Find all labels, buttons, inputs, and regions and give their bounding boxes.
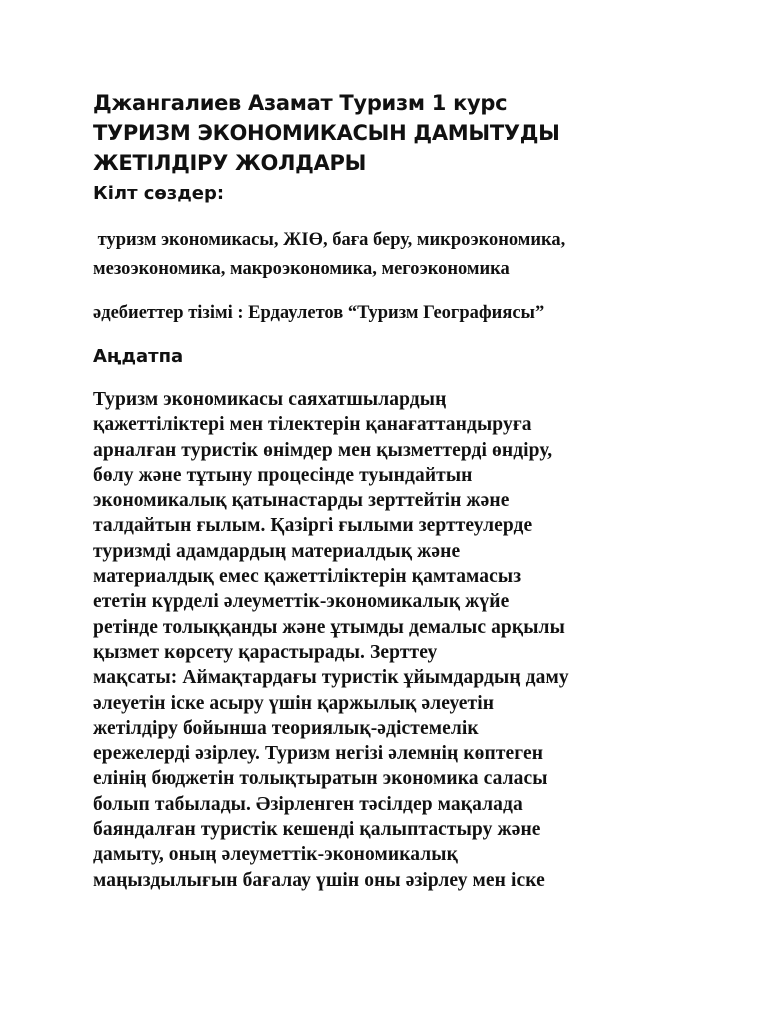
abstract-line: Туризм экономикасы саяхатшылардың: [93, 389, 447, 410]
abstract-line: ережелерді әзірлеу. Туризм негізі әлемнің көптеген: [93, 743, 544, 765]
abstract-line: қызмет көрсету қарастырады. Зерттеу: [93, 641, 438, 663]
abstract-line: экономикалық қатынастарды зерттейтін және: [93, 490, 510, 512]
abstract-line: болып табылады. Әзірленген тәсілдер мақалада: [93, 793, 523, 815]
document-title: [93, 118, 693, 178]
abstract-line: арналған туристік өнімдер мен қызметтерді өндіру,: [93, 439, 553, 461]
author-line: Джангалиев Азамат Туризм 1 курс: [93, 91, 508, 115]
abstract-line: қажеттіліктері мен тілектерін қанағаттандыруға: [93, 414, 532, 436]
abstract-label: Аңдатпа: [93, 346, 184, 367]
abstract-line: бөлу және тұтыну процесінде туындайтын: [93, 464, 473, 486]
title-line: ЖЕТІЛДІРУ ЖОЛДАРЫ: [93, 151, 367, 175]
abstract-line: ретінде толыққанды және ұтымды демалыс арқылы: [93, 616, 565, 638]
abstract-line: жетілдіру бойынша теориялық-әдістемелік: [93, 717, 479, 739]
keywords-line: мезоэкономика, макроэкономика, мегоэкономика: [93, 259, 510, 279]
abstract-line: маңыздылығын бағалау үшін оны әзірлеу мен іске: [93, 869, 545, 891]
abstract-line: әлеуетін іске асыру үшін қаржылық әлеуетін: [93, 692, 495, 714]
abstract-text: [93, 387, 693, 893]
abstract-line: елінің бюджетін толықтыратын экономика саласы: [93, 768, 548, 790]
abstract-line: материалдық емес қажеттіліктерін қамтамасыз: [93, 566, 522, 588]
abstract-line: талдайтын ғылым. Қазіргі ғылыми зерттеулерде: [93, 515, 533, 537]
abstract-line: баяндалған туристік кешенді қалыптастыру және: [93, 819, 541, 841]
title-line: ТУРИЗМ ЭКОНОМИКАСЫН ДАМЫТУДЫ: [93, 121, 560, 145]
abstract-line: туризмді адамдардың материалдық және: [93, 540, 461, 562]
literature-line: әдебиеттер тізімі : Ердаулетов “Туризм Географиясы”: [93, 303, 545, 323]
abstract-line: ететін күрделі әлеуметтік-экономикалық жүйе: [93, 591, 510, 613]
abstract-line: мақсаты: Аймақтардағы туристік ұйымдардың даму: [93, 667, 569, 689]
keywords-label: Кілт сөздер:: [93, 183, 225, 204]
abstract-line: дамыту, оның әлеуметтік-экономикалық: [93, 844, 458, 866]
keywords-line: туризм экономикасы, ЖІӨ, баға беру, микроэкономика,: [93, 230, 566, 250]
